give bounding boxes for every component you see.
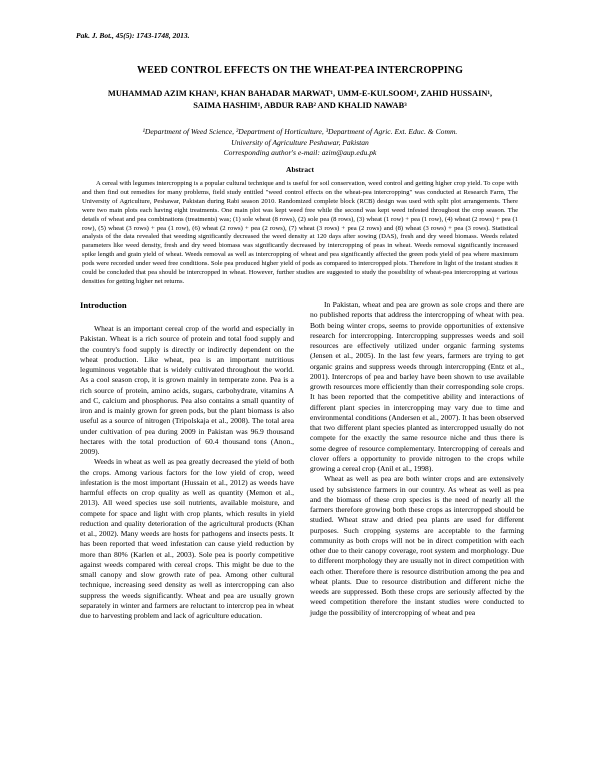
left-paragraph-2: Weeds in wheat as well as pea greatly decreased the yield of both the crops. Among various factors for the low yield of crop, weed infestation is the most important (Hussain et al., 2012) as weeds have harmful effects on crop quality as well as quantity (Memon et al., 2013). All weed species use soil nutrients, available moisture, and compete for space and light with crop plants, which results in yield reduction and quality deterioration of the agricultural products (Khan et al., 2002). Many weeds are hosts for pathogens and insects pests. It has been reported that weed infestation can cause yield reduction by more than 80% (Karlen et al., 2003). Sole pea is poorly competitive against weeds compared with cereal crops. This might be due to the small canopy and slow growth rate of pea. Among other cultural technique, increasing seed density as well as intercropping can also suppress the weeds significantly. Wheat and pea are usually grown separately in winter and farmers are reluctant to intercrop pea in wheat due to harvesting problem and lack of agriculture education. <box>80 457 294 620</box>
paper-title: WEED CONTROL EFFECTS ON THE WHEAT-PEA INTERCROPPING <box>137 65 463 76</box>
right-paragraph-1: In Pakistan, wheat and pea are grown as sole crops and there are no published reports that address the intercropping of wheat with pea. Both being winter crops, seems to provide opportunities of extensive research for intercropping. Intercropping suppresses weeds and soil resources are effectively utilized under organic farming systems (Jensen et al., 2005). In the last few years, farmers are trying to get organic grains and suppress weeds through intercropping (Entz et al., 2001). Intercrops of pea and barley have been shown to use available growth resources more efficiently than their corresponding sole crops. It has been reported that the competitive ability and interactions of different plant species in intercropping may vary due to time and environmental conditions (Andersen et al., 2007). It has been observed that two different plant species planted as intercropped usually do not compete for the exactly the same resource niche and thus there is some degree of resource complementary. Intercropping of cereals and clover offers a opportunity to provide nitrogen to the crops while growing a cereal crop (Anil et al., 1998). <box>310 300 524 473</box>
authors-line-2: SAIMA HASHIM¹, ABDUR RAB² AND KHALID NAWAB³ <box>193 100 407 110</box>
right-paragraph-2: Wheat as well as pea are both winter crops and are extensively used by subsistence farmers in our country. As wheat as well as pea and the biomass of these crop species is the need of nearly all the farmers therefore growing both these crops as intercropped should be studied. Wheat straw and dried pea plants are used for different purposes. Such cropping systems are acceptable to the farming community as both crops will not be in direct competition with each other due to their canopy coverage, root system and morphology. Due to different morphology they are usually not in direct competition with each other. Therefore there is resource distribution among the pea and wheat plants. Due to resource distribution and different niche the weeds are suppressed. Both these crops are seriously affected by the weed competition therefore the instant studies were conducted to judge the possibility of intercropping of wheat and pea <box>310 474 524 617</box>
affiliations <box>80 127 520 159</box>
authors-line-1: MUHAMMAD AZIM KHAN¹, KHAN BAHADAR MARWAT¹, UMM-E-KULSOOM¹, ZAHID HUSSAIN¹, <box>107 89 493 98</box>
journal-reference: Pak. J. Bot., 45(5): 1743-1748, 2013. <box>76 31 190 40</box>
left-column <box>80 324 294 621</box>
corresponding-email: Corresponding author's e-mail: azim@aup.edu.pk <box>223 148 377 157</box>
abstract-text: A cereal with legumes intercropping is a popular cultural technique and is useful for soil conservation, weed control and getting higher crop yield. To cope with and then find out remedies for many problems, field study entitled "weed control effects on the wheat-pea intercropping" was conducted at Research Farm, The University of Agriculture, Peshawar, Pakistan during Rabi season 2010. Randomized complete block (RCB) design was used with split plot arrangements. There were two main plots each having eight treatments. One main plot was kept weed free while the second was kept weed infested throughout the crop season. The details of wheat and pea combinations (treatments) was; (1) sole wheat (8 rows), (2) sole pea (8 rows), (3) wheat (1 row) + pea (1 row), (4) wheat (2 rows) + pea (1 row), (5) wheat (3 rows) + pea (1 row), (6) wheat (2 rows) + pea (2 rows), (7) wheat (3 rows) + pea (2 rows) and (8) wheat (3 rows) + pea (3 rows). Statistical analysis of the data revealed that weeding significantly decreased the weed density at 120 days after sowing (DAS), fresh and dry weed biomass. Weeds related parameters like weed density, fresh and dry weed biomass was significantly decreased by intercropping of peas in wheat. Weeds removal significantly increased spike length and grain yield of wheat. Weeds removal as well as intercropping of wheat and pea significantly affected the green pods yield of pea where maximum pods were recorded under weed free conditions. Sole pea produced higher yield of pods as compared to intercropped plots. Therefore in light of the instant studies it could be concluded that pea should be intercropped in wheat. However, further studies are suggested to study the possibility of wheat-pea intercropping at various densities for getting higher net returns. <box>82 180 518 285</box>
author-list <box>80 88 520 111</box>
introduction-heading: Introduction <box>80 300 127 310</box>
affiliation-line-2: University of Agriculture Peshawar, Pakistan <box>231 137 369 147</box>
abstract-heading: Abstract <box>286 165 314 174</box>
affiliation-line-1: ¹Department of Weed Science, ²Department of Horticulture, ³Department of Agric. Ext. Educ. & Comm. <box>142 127 458 136</box>
right-column <box>310 300 524 618</box>
left-paragraph-1: Wheat is an important cereal crop of the world and especially in Pakistan. Wheat is a rich source of protein and total food supply and the country's food supply is directly or indirectly dependent on the wheat production. Like wheat, pea is an important nutritious leguminous vegetable that is widely cultivated throughout the world. As a cool season crop, it is grown mainly in temperate zone. Pea is a rich source of protein, amino acids, sugars, carbohydrate, vitamins A and C, calcium and phosphorus. Pea also contains a small quantity of iron and is mainly grown for green pods, but the plant biomass is also useful as a source of nitrogen (Tripolskaja et al., 2008). The total area under cultivation of pea during 2009 in Pakistan was 96.9 thousand hectares with the total production of 60.4 thousand tons (Anon., 2009). <box>80 324 294 456</box>
